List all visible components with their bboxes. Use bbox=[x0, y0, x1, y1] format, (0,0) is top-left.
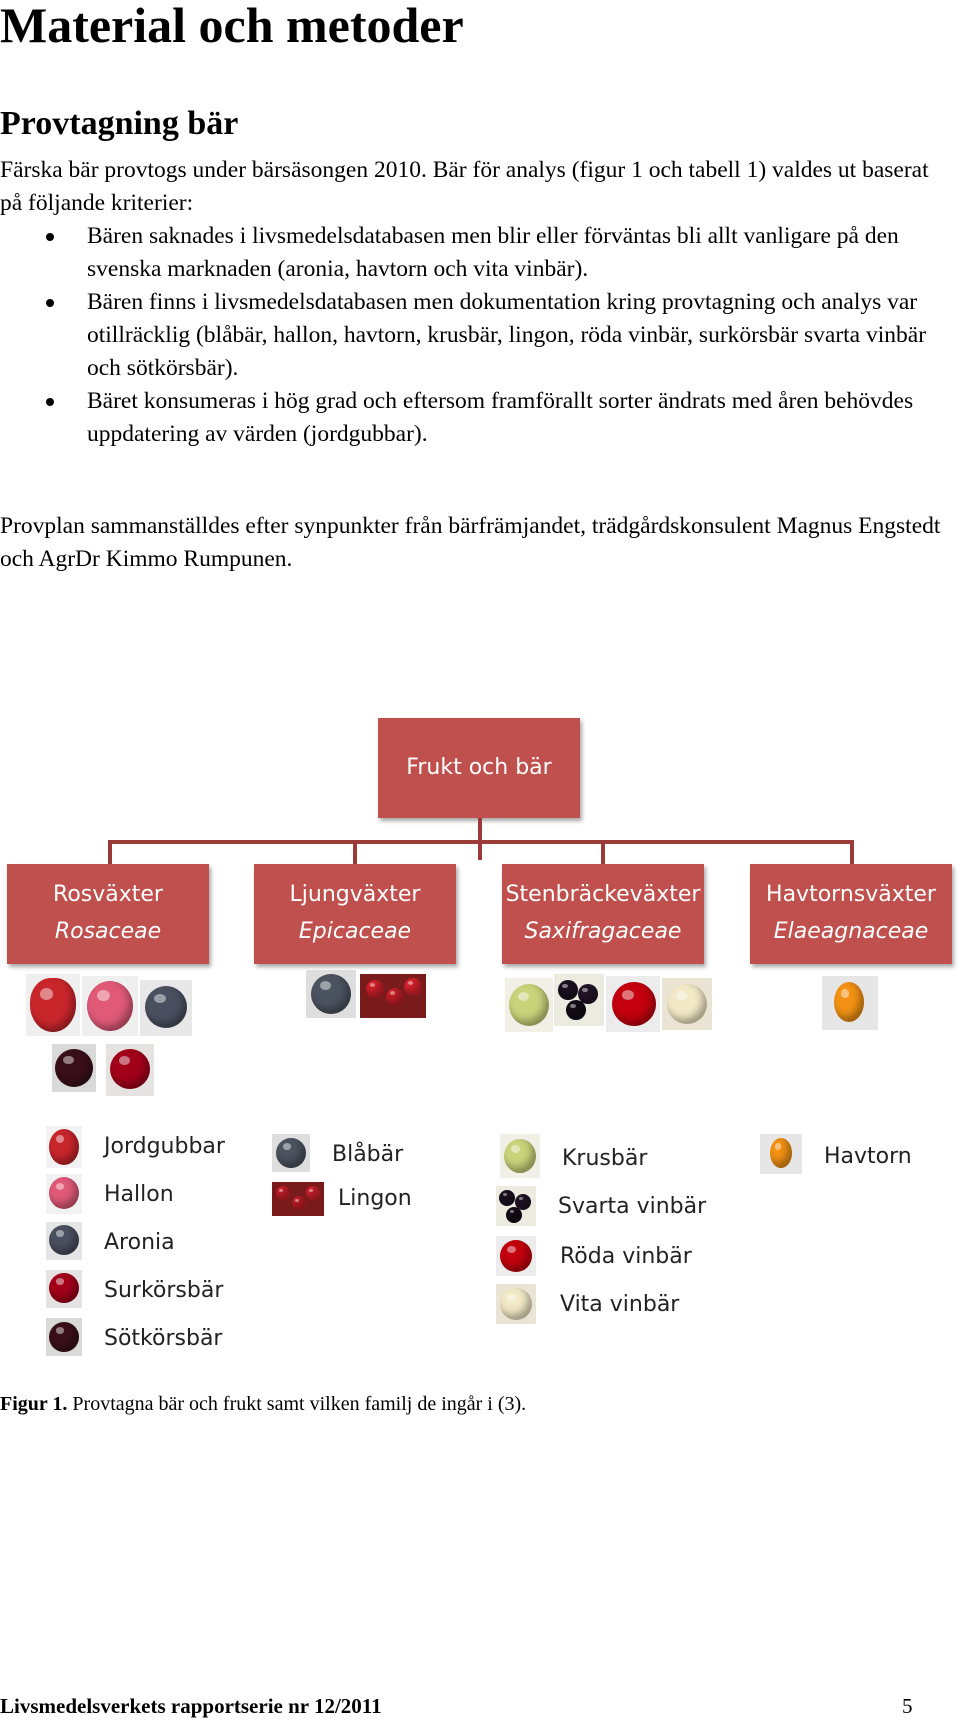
lingonberry-photo bbox=[360, 974, 426, 1018]
whitecurrant-icon bbox=[496, 1284, 536, 1324]
redcurrant-photo bbox=[606, 976, 660, 1032]
outro-paragraph: Provplan sammanställdes efter synpunkter från bärfrämjandet, trädgårdskonsulent Magnus Engstedt och AgrDr Kimmo Rumpunen. bbox=[0, 513, 941, 572]
family-figure bbox=[0, 700, 960, 1360]
legend-label: Jordgubbar bbox=[104, 1134, 225, 1159]
legend-label: Hallon bbox=[104, 1182, 174, 1207]
strawberry-photo bbox=[26, 974, 80, 1036]
raspberry-icon bbox=[46, 1174, 82, 1214]
drop-connector bbox=[601, 840, 605, 864]
page-number: 5 bbox=[902, 1694, 913, 1718]
redcurrant-icon bbox=[496, 1236, 536, 1276]
criteria-text: Bären saknades i livsmedelsdatabasen men blir eller förväntas bli allt vanligare på den svenska marknaden (aronia, havtorn och vita vinbär). bbox=[87, 223, 899, 282]
legend-label: Aronia bbox=[104, 1230, 175, 1255]
legend-label: Blåbär bbox=[332, 1142, 404, 1167]
caption-label: Figur 1. bbox=[0, 1393, 68, 1415]
bullet-icon bbox=[46, 233, 54, 241]
sea-buckthorn-photo bbox=[822, 976, 878, 1030]
drop-connector bbox=[850, 840, 854, 864]
aronia-photo bbox=[140, 980, 192, 1036]
blackcurrant-photo bbox=[554, 974, 604, 1026]
sweet-cherry-icon bbox=[46, 1318, 82, 1356]
page-title: Material och metoder bbox=[0, 0, 464, 53]
blueberry-icon bbox=[272, 1134, 310, 1172]
sour-cherry-photo bbox=[106, 1044, 154, 1096]
family-name: Rosväxter bbox=[53, 882, 163, 907]
strawberry-icon bbox=[46, 1126, 82, 1168]
raspberry-photo bbox=[82, 976, 138, 1036]
family-name: Ljungväxter bbox=[289, 882, 421, 907]
family-box-epicaceae bbox=[254, 864, 456, 964]
branch-connector bbox=[108, 840, 854, 844]
section-title: Provtagning bär bbox=[0, 105, 239, 142]
criteria-text: Bäret konsumeras i hög grad och eftersom framförallt sorter ändrats med åren behövdes uppdatering av värden (jordgubbar). bbox=[87, 388, 914, 447]
legend-label: Svarta vinbär bbox=[558, 1194, 707, 1219]
sea-buckthorn-icon bbox=[760, 1134, 802, 1174]
family-box-elaeagnaceae bbox=[750, 864, 952, 964]
legend-label: Havtorn bbox=[824, 1144, 912, 1169]
footer-series: Livsmedelsverkets rapportserie nr 12/2011 bbox=[0, 1694, 382, 1718]
legend-label: Sötkörsbär bbox=[104, 1326, 223, 1351]
sour-cherry-icon bbox=[46, 1270, 82, 1308]
bullet-icon bbox=[46, 299, 54, 307]
whitecurrant-photo bbox=[662, 978, 712, 1030]
legend-label: Krusbär bbox=[562, 1146, 648, 1171]
criteria-item bbox=[0, 385, 950, 451]
gooseberry-photo bbox=[505, 978, 553, 1032]
family-latin: Elaeagnaceae bbox=[773, 919, 929, 944]
lingonberry-icon bbox=[272, 1182, 324, 1216]
root-label: Frukt och bär bbox=[406, 755, 552, 780]
family-name: Havtornsväxter bbox=[766, 882, 936, 907]
family-latin: Epicaceae bbox=[298, 919, 412, 944]
caption-text: Provtagna bär och frukt samt vilken familj de ingår i (3). bbox=[72, 1393, 527, 1415]
intro-paragraph: Färska bär provtogs under bärsäsongen 2010. Bär för analys (figur 1 och tabell 1) valdes ut baserat på följande kriterier: bbox=[0, 157, 929, 216]
blueberry-photo bbox=[306, 970, 356, 1018]
drop-connector bbox=[108, 840, 112, 864]
bullet-icon bbox=[46, 398, 54, 406]
family-name: Stenbräckeväxter bbox=[505, 882, 701, 907]
criteria-item bbox=[0, 286, 950, 385]
criteria-text: Bären finns i livsmedelsdatabasen men dokumentation kring provtagning och analys var otillräcklig (blåbär, hallon, havtorn, krusbär, lingon, röda vinbär, surkörsbär svarta vinbär och sötkörsbär). bbox=[87, 289, 927, 381]
root-box bbox=[378, 718, 580, 818]
legend-label: Röda vinbär bbox=[560, 1244, 692, 1269]
legend-label: Vita vinbär bbox=[560, 1292, 680, 1317]
figure-caption bbox=[0, 1393, 950, 1416]
legend-label: Surkörsbär bbox=[104, 1278, 224, 1303]
family-box-saxifragaceae bbox=[502, 864, 704, 964]
criteria-item bbox=[0, 220, 950, 286]
gooseberry-icon bbox=[500, 1134, 540, 1178]
drop-connector bbox=[353, 840, 357, 864]
criteria-list bbox=[0, 220, 950, 451]
aronia-icon bbox=[46, 1222, 82, 1260]
family-latin: Saxifragaceae bbox=[524, 919, 682, 944]
family-latin: Rosaceae bbox=[54, 919, 162, 944]
family-box-rosaceae bbox=[7, 864, 209, 964]
root-connector bbox=[478, 818, 482, 860]
cherry-dark-photo bbox=[52, 1044, 96, 1092]
blackcurrant-icon bbox=[496, 1186, 536, 1226]
legend-label: Lingon bbox=[338, 1186, 412, 1211]
